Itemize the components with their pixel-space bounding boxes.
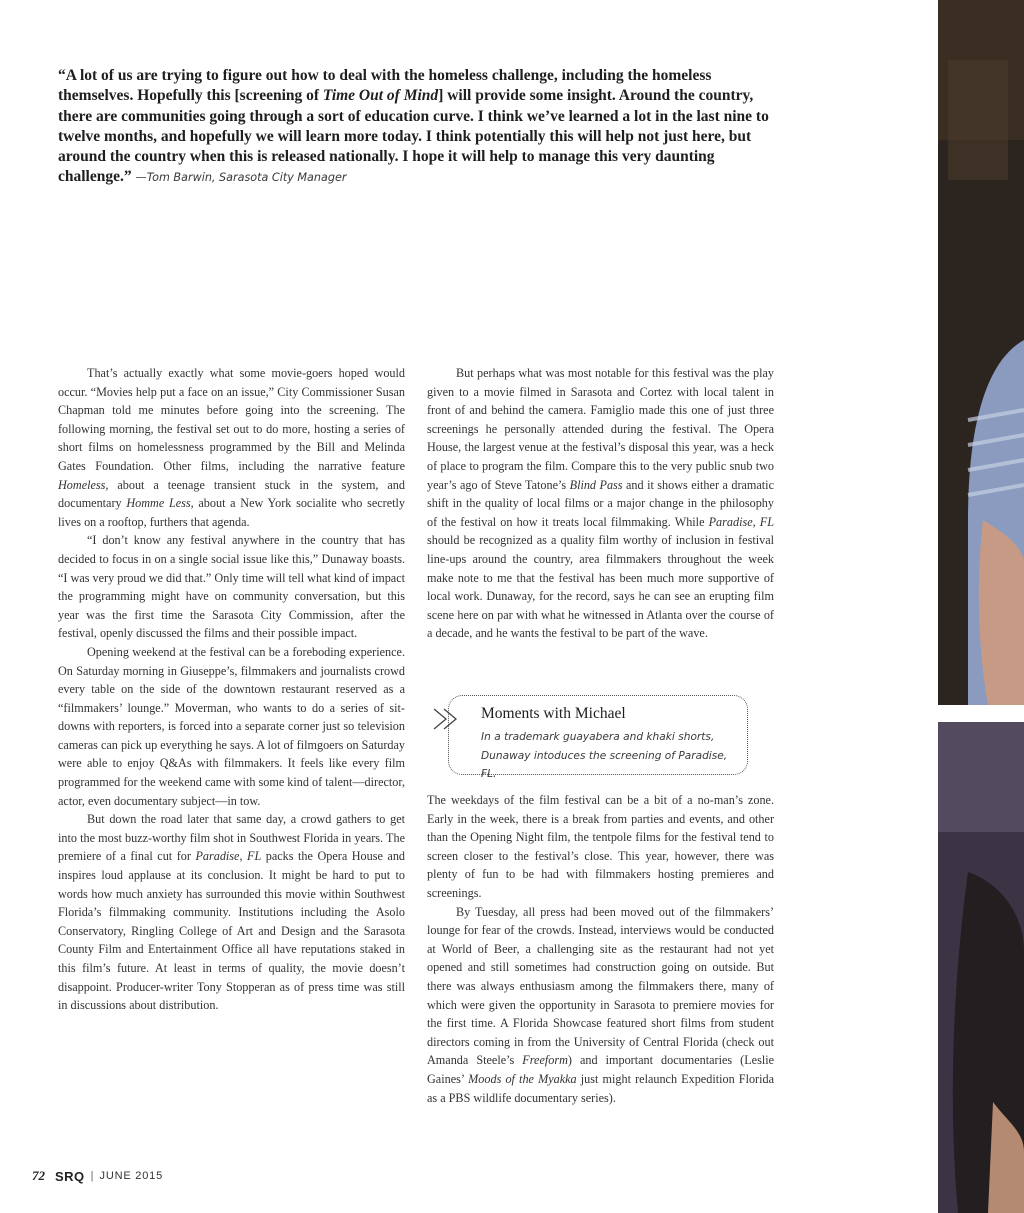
page-number: 72 bbox=[32, 1168, 45, 1183]
magazine-name: SRQ bbox=[55, 1168, 85, 1184]
pull-quote-attribution: —Tom Barwin, Sarasota City Manager bbox=[135, 171, 347, 185]
pull-quote-film-title: Time Out of Mind bbox=[322, 87, 439, 105]
film-title: Paradise, FL bbox=[195, 849, 262, 864]
double-chevron-icon bbox=[432, 705, 468, 733]
film-title: Blind Pass bbox=[569, 477, 623, 492]
paragraph: The weekdays of the film festival can be a bit of a no-man’s zone. Early in the week, there is a break from parties and events, and other than the Opening Night film, the tentpole films for the festival tend to screen closer to the festival’s close. This year, however, there was plenty of fun to be had with filmmakers hosting premieres and screenings. bbox=[427, 793, 774, 900]
paragraph: “I don’t know any festival anywhere in the country that has decided to focus in on a single social issue like this,” Dunaway boasts. “I was very proud we did that.” Only time will tell what kind of impact the programming might have on community conversation, but this year was the first time the Sarasota City Commission, after the festival, openly discussed the films and their possible impact. bbox=[58, 533, 405, 641]
film-title: Freeform bbox=[522, 1053, 568, 1068]
film-title: Homeless, bbox=[58, 477, 109, 492]
sidebar-caption: In a trademark guayabera and khaki shorts, Dunaway intoduces the screening of Paradise, FL. bbox=[481, 731, 728, 780]
photo-dunaway-top bbox=[938, 0, 1024, 705]
article-column-right-continued bbox=[427, 791, 774, 1107]
article-column-right bbox=[427, 364, 774, 643]
paragraph: But down the road later that same day, a crowd gathers to get into the most buzz-worthy film shot in Southwest Florida in years. The premiere of a final cut for Paradise, FL packs the Opera House and inspires loud applause at its conclusion. It might be hard to put to words how much anxiety has surrounded this movie within Southwest Florida’s filmmaking community. Institutions including the Asolo Conservatory, Ringling College of Art and Design and the Sarasota County Film and Entertainment Office all have reputations staked in this film’s future. At least in terms of quality, the movie doesn’t disappoint. Producer-writer Tony Stopperan as of press time was still in discussions about distribution. bbox=[58, 812, 406, 1013]
film-title: Homme Less, bbox=[126, 496, 194, 511]
film-title: Paradise, FL bbox=[708, 514, 774, 529]
photo-dunaway-bottom bbox=[938, 722, 1024, 1213]
page-footer bbox=[32, 1168, 163, 1184]
film-title: Moods of the Myakka bbox=[468, 1071, 577, 1086]
pull-quote-text-end: ] will provide some insight. Around the country, there are communities going through a sort of education curve. I think we’ve learned a lot in the last nine to twelve months, and hopefully we will learn more today. I think potentially this will help not just here, but around the country when this is released nationally. I hope it will help to manage this very daunting challenge.” bbox=[58, 87, 769, 186]
paragraph: But perhaps what was most notable for this festival was the play given to a movie filmed in Sarasota and Cortez with local talent in front of and behind the camera. Famiglio made this one of just three screenings he personally attended during the festival. The Opera House, the largest venue at the festival’s disposal this year, was a heck of place to program the film. Compare this to the very public snub two year’s ago of Steve Tatone’s Blind Pass and it shows either a dramatic shift in the quality of local films or a major change in the philosophy of the festival on how it treats local filmmaking. While Paradise, FL should be recognized as a quality film worthy of inclusion in festival line-ups around the country, area filmmakers throughout the week make note to me that the festival has been much more supportive of local work. Dunaway, for the record, says he can see an erupting film scene here on par with what he witnessed in Atlanta over the course of a decade, and he wants the festival to be part of the wave. bbox=[427, 366, 774, 641]
sidebar-title: Moments with Michael bbox=[481, 705, 626, 722]
pull-quote bbox=[58, 66, 778, 189]
paragraph: That’s actually exactly what some movie-goers hoped would occur. “Movies help put a face on an issue,” City Commissioner Susan Chapman told me minutes before going into the screening. The following morning, the festival set out to do more, hosting a series of short films on homelessness programmed by the Bill and Melinda Gates Foundation. Other films, including the narrative feature Homeless, about a teenage transient stuck in the system, and documentary Homme Less, about a New York socialite who secretly lives on a rooftop, furthers that agenda. bbox=[58, 366, 405, 529]
paragraph: By Tuesday, all press had been moved out of the filmmakers’ lounge for fear of the crowds. Instead, interviews would be conducted at World of Beer, a challenging site as the restaurant had not yet opened and still sometimes had construction going on outside. But there was always enthusiasm among the filmmakers there, many of which were given the opportunity in Sarasota to premiere movies for the first time. A Florida Showcase featured short films from student directors coming in from the University of Central Florida (check out Amanda Steele’s Freeform) and important documentaries (Leslie Gaines’ Moods of the Myakka just might relaunch Expedition Florida as a PBS wildlife documentary series). bbox=[427, 904, 774, 1105]
article-column-left bbox=[58, 364, 405, 1015]
footer-separator: | bbox=[90, 1170, 94, 1182]
paragraph: Opening weekend at the festival can be a foreboding experience. On Saturday morning in Giuseppe’s, filmmakers and journalists crowd every table on the side of the downtown restaurant reserved as a “filmmakers’ lounge.” Moverman, who wants to do a series of sit-downs with reporters, is forced into a separate corner just so television cameras can pick up everything he says. A lot of filmgoers on Saturday were able to enjoy Q&As with filmmakers. It feels like every film programmed for the weekend came with some kind of talent—director, actor, even documentary subject—in tow. bbox=[58, 644, 405, 808]
issue-date: JUNE 2015 bbox=[99, 1170, 163, 1182]
pull-quote-text: “A lot of us are trying to figure out how to deal with the homeless challenge, including the homeless themselves. Hopefully this [screening of bbox=[58, 67, 712, 105]
